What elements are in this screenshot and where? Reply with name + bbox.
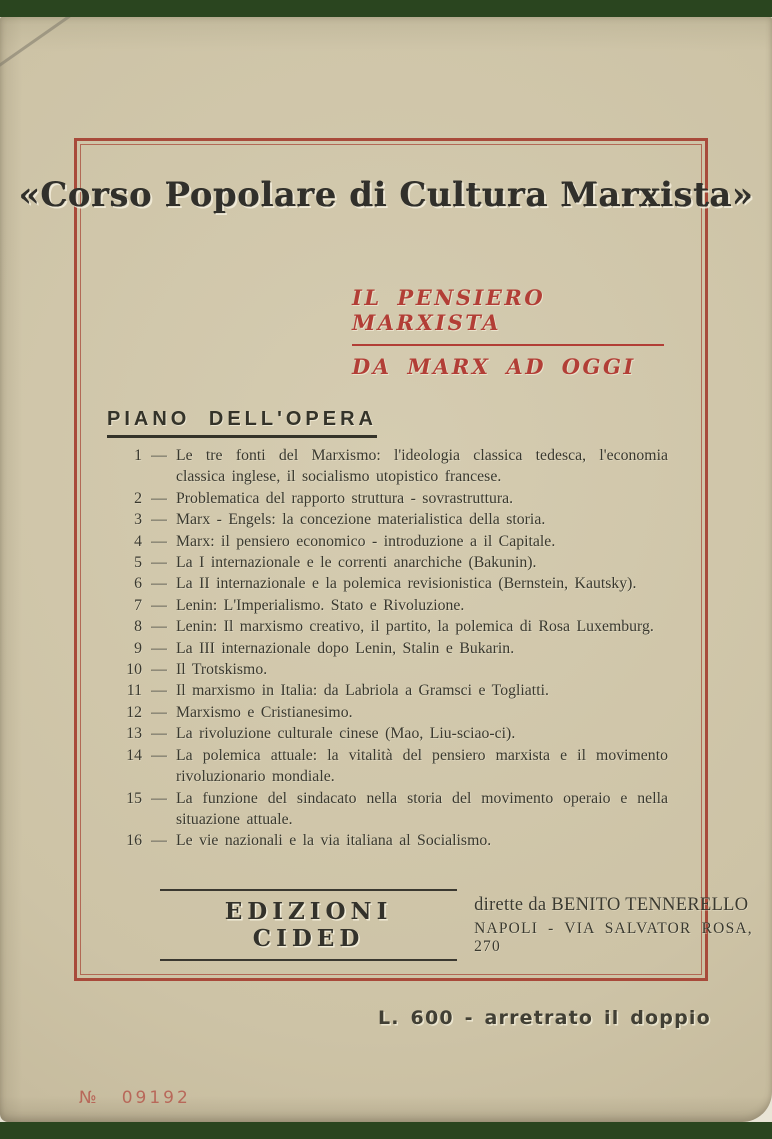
item-number: 7 bbox=[134, 596, 142, 614]
item-text: Marx: il pensiero economico - introduzione a il Capitale. bbox=[176, 532, 556, 550]
item-dash: — bbox=[151, 832, 167, 850]
top-edge-band bbox=[0, 0, 772, 17]
list-item bbox=[108, 659, 668, 680]
item-text: Le vie nazionali e la via italiana al Socialismo. bbox=[176, 832, 492, 850]
item-number: 6 bbox=[134, 575, 142, 593]
item-dash: — bbox=[151, 511, 167, 529]
list-item bbox=[108, 445, 668, 488]
plan-list bbox=[108, 445, 668, 852]
volume-title bbox=[352, 285, 664, 379]
book-cover-page bbox=[0, 17, 772, 1122]
bottom-edge-band bbox=[0, 1122, 772, 1139]
item-number: 9 bbox=[134, 639, 142, 657]
list-item bbox=[108, 788, 668, 831]
serial-number-stamp bbox=[79, 1088, 191, 1108]
item-text: La III internazionale dopo Lenin, Stalin e Bukarin. bbox=[176, 639, 515, 657]
publisher-address: NAPOLI - VIA SALVATOR ROSA, 270 bbox=[474, 919, 753, 955]
list-item bbox=[108, 552, 668, 573]
plan-heading: PIANO DELL'OPERA bbox=[107, 408, 377, 438]
publisher-name: EDIZIONI CIDED bbox=[160, 889, 457, 961]
item-dash: — bbox=[151, 532, 167, 550]
item-text: Marxismo e Cristianesimo. bbox=[176, 703, 353, 721]
list-item bbox=[108, 723, 668, 744]
list-item bbox=[108, 702, 668, 723]
item-dash: — bbox=[151, 725, 167, 743]
item-text: Il Trotskismo. bbox=[176, 661, 268, 679]
item-number: 12 bbox=[126, 703, 142, 721]
volume-title-line1: IL PENSIERO MARXISTA bbox=[352, 285, 664, 346]
item-number: 3 bbox=[134, 511, 142, 529]
publisher-director: dirette da BENITO TENNERELLO bbox=[474, 894, 749, 915]
list-item bbox=[108, 680, 668, 701]
page-corner-crease bbox=[0, 15, 71, 70]
item-number: 2 bbox=[134, 489, 142, 507]
item-dash: — bbox=[151, 639, 167, 657]
item-text: Il marxismo in Italia: da Labriola a Gramsci e Togliatti. bbox=[176, 682, 549, 700]
item-text: La rivoluzione culturale cinese (Mao, Liu-sciao-ci). bbox=[176, 725, 516, 743]
item-dash: — bbox=[151, 703, 167, 721]
list-item bbox=[108, 488, 668, 509]
item-text: La polemica attuale: la vitalità del pensiero marxista e il movimento rivoluzionario mondiale. bbox=[176, 746, 668, 786]
item-dash: — bbox=[151, 618, 167, 636]
numero-symbol: № bbox=[79, 1088, 100, 1108]
list-item bbox=[108, 531, 668, 552]
item-dash: — bbox=[151, 554, 167, 572]
item-number: 11 bbox=[126, 682, 142, 700]
list-item bbox=[108, 595, 668, 616]
item-number: 10 bbox=[126, 661, 142, 679]
item-text: Problematica del rapporto struttura - sovrastruttura. bbox=[176, 489, 514, 507]
item-dash: — bbox=[151, 596, 167, 614]
item-number: 14 bbox=[126, 746, 142, 764]
item-dash: — bbox=[151, 746, 167, 764]
item-text: La II internazionale e la polemica revisionistica (Bernstein, Kautsky). bbox=[176, 575, 637, 593]
publisher-block bbox=[160, 889, 772, 961]
list-item bbox=[108, 745, 668, 788]
item-number: 16 bbox=[126, 832, 142, 850]
item-number: 8 bbox=[134, 618, 142, 636]
list-item bbox=[108, 509, 668, 530]
item-dash: — bbox=[151, 447, 167, 464]
list-item bbox=[108, 830, 668, 851]
series-title: «Corso Popolare di Cultura Marxista» bbox=[18, 175, 754, 215]
volume-title-line2: DA MARX AD OGGI bbox=[352, 354, 636, 379]
list-item bbox=[108, 616, 668, 637]
item-text: Le tre fonti del Marxismo: l'ideologia classica tedesca, l'economia classica inglese, il socialismo utopistico francese. bbox=[176, 447, 668, 486]
item-dash: — bbox=[151, 789, 167, 807]
item-number: 4 bbox=[134, 532, 142, 550]
item-text: Lenin: Il marxismo creativo, il partito, la polemica di Rosa Luxemburg. bbox=[176, 618, 654, 636]
item-number: 15 bbox=[126, 789, 142, 807]
item-number: 13 bbox=[126, 725, 142, 743]
publisher-details bbox=[474, 895, 772, 956]
item-dash: — bbox=[151, 682, 167, 700]
item-text: La funzione del sindacato nella storia del movimento operaio e nella situazione attuale. bbox=[176, 789, 668, 828]
serial-number: 09192 bbox=[121, 1088, 191, 1108]
item-dash: — bbox=[151, 489, 167, 507]
price-line: L. 600 - arretrato il doppio bbox=[378, 1007, 711, 1029]
item-text: Marx - Engels: la concezione materialistica della storia. bbox=[176, 511, 546, 529]
item-dash: — bbox=[151, 661, 167, 679]
list-item bbox=[108, 573, 668, 594]
item-dash: — bbox=[151, 575, 167, 593]
list-item bbox=[108, 638, 668, 659]
item-number: 5 bbox=[134, 554, 142, 572]
item-text: La I internazionale e le correnti anarchiche (Bakunin). bbox=[176, 554, 537, 572]
item-text: Lenin: L'Imperialismo. Stato e Rivoluzione. bbox=[176, 596, 465, 614]
item-number: 1 bbox=[134, 447, 142, 464]
